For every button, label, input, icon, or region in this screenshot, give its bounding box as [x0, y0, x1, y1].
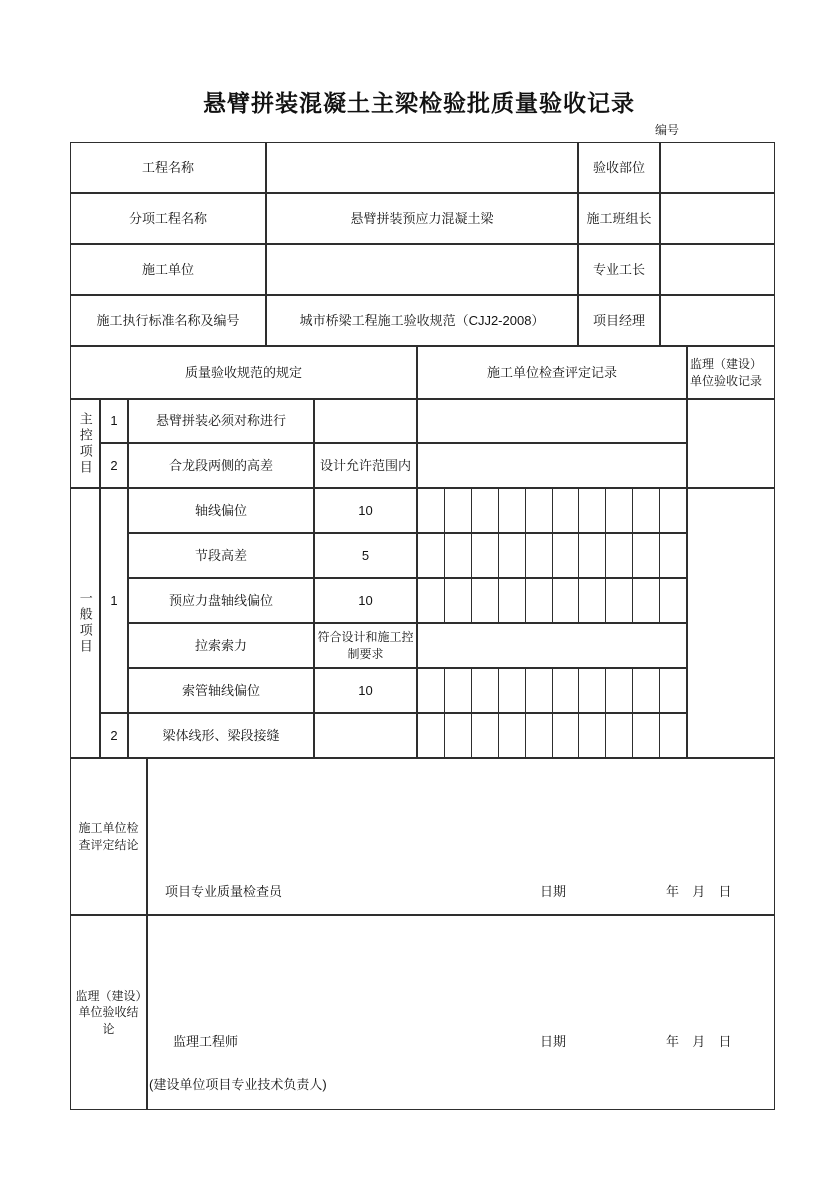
- general-item-2-check-grid: [417, 533, 687, 578]
- check-cell[interactable]: [418, 534, 444, 577]
- check-cell[interactable]: [552, 534, 579, 577]
- form-title: 悬臂拼装混凝土主梁检验批质量验收记录: [203, 90, 635, 116]
- construction-unit-field[interactable]: [266, 244, 578, 295]
- check-cell[interactable]: [525, 669, 552, 712]
- main-item-2-record-field[interactable]: [417, 443, 687, 488]
- construction-unit-label: 施工单位: [70, 244, 266, 295]
- check-cell[interactable]: [578, 579, 605, 622]
- general-item-4-standard: 符合设计和施工控制要求: [314, 623, 417, 668]
- main-item-1-standard: [314, 399, 417, 443]
- general-item-2-name: 节段高差: [128, 533, 314, 578]
- check-cell[interactable]: [498, 534, 525, 577]
- check-cell[interactable]: [632, 669, 659, 712]
- check-cell[interactable]: [605, 714, 632, 757]
- check-cell[interactable]: [418, 714, 444, 757]
- check-cell[interactable]: [632, 714, 659, 757]
- main-item-2-name: 合龙段两侧的高差: [128, 443, 314, 488]
- check-cell[interactable]: [552, 489, 579, 532]
- spec-header: 质量验收规范的规定: [70, 346, 417, 399]
- standard-name-field: 城市桥梁工程施工验收规范（CJJ2-2008）: [266, 295, 578, 346]
- sub-project-name-field[interactable]: 悬臂拼装预应力混凝土梁: [266, 193, 578, 244]
- general-item-5-check-grid: [417, 668, 687, 713]
- acceptance-part-field[interactable]: [660, 142, 775, 193]
- supervision-date-blank: 年 月 日: [666, 1034, 734, 1049]
- general-item-3-check-grid: [417, 578, 687, 623]
- check-cell[interactable]: [552, 669, 579, 712]
- supervision-signer-label: 监理工程师: [173, 1034, 239, 1049]
- foreman-field[interactable]: [660, 244, 775, 295]
- check-cell[interactable]: [444, 579, 471, 622]
- check-cell[interactable]: [525, 579, 552, 622]
- check-cell[interactable]: [659, 669, 686, 712]
- check-cell[interactable]: [498, 714, 525, 757]
- check-cell[interactable]: [632, 579, 659, 622]
- general-item-4-record-field[interactable]: [417, 623, 687, 668]
- check-cell[interactable]: [578, 489, 605, 532]
- check-cell[interactable]: [418, 669, 444, 712]
- check-cell[interactable]: [659, 534, 686, 577]
- supervision-note: (建设单位项目专业技术负责人): [149, 1077, 327, 1092]
- project-manager-label: 项目经理: [578, 295, 660, 346]
- sub-project-name-label: 分项工程名称: [70, 193, 266, 244]
- check-cell[interactable]: [552, 714, 579, 757]
- general-item-1-standard: 10: [314, 488, 417, 533]
- general-item-3-standard: 10: [314, 578, 417, 623]
- supervision-conclusion-label: 监理（建设）单位验收结论: [70, 915, 147, 1110]
- check-cell[interactable]: [578, 714, 605, 757]
- check-cell[interactable]: [578, 534, 605, 577]
- construction-signer-label: 项目专业质量检查员: [165, 884, 283, 899]
- check-cell[interactable]: [444, 489, 471, 532]
- check-cell[interactable]: [525, 714, 552, 757]
- general-section-label: 一般项目: [70, 488, 100, 758]
- supervision-record-header: 监理（建设）单位验收记录: [687, 346, 775, 399]
- check-cell[interactable]: [471, 534, 498, 577]
- general-item-3-name: 预应力盘轴线偏位: [128, 578, 314, 623]
- project-name-label: 工程名称: [70, 142, 266, 193]
- crew-leader-label: 施工班组长: [578, 193, 660, 244]
- check-cell[interactable]: [444, 669, 471, 712]
- general-item-6-name: 梁体线形、梁段接缝: [128, 713, 314, 758]
- check-cell[interactable]: [471, 714, 498, 757]
- check-record-header: 施工单位检查评定记录: [417, 346, 687, 399]
- check-cell[interactable]: [471, 579, 498, 622]
- project-manager-field[interactable]: [660, 295, 775, 346]
- check-cell[interactable]: [659, 489, 686, 532]
- foreman-label: 专业工长: [578, 244, 660, 295]
- main-item-1-name: 悬臂拼装必须对称进行: [128, 399, 314, 443]
- general-item-5-standard: 10: [314, 668, 417, 713]
- check-cell[interactable]: [605, 579, 632, 622]
- general-item-2-standard: 5: [314, 533, 417, 578]
- check-cell[interactable]: [525, 534, 552, 577]
- check-cell[interactable]: [552, 579, 579, 622]
- check-cell[interactable]: [659, 714, 686, 757]
- check-cell[interactable]: [525, 489, 552, 532]
- general-no-1: 1: [100, 488, 128, 713]
- acceptance-part-label: 验收部位: [578, 142, 660, 193]
- check-cell[interactable]: [605, 669, 632, 712]
- main-item-2-standard: 设计允许范围内: [314, 443, 417, 488]
- general-supervision-field[interactable]: [687, 488, 775, 758]
- check-cell[interactable]: [605, 534, 632, 577]
- check-cell[interactable]: [471, 669, 498, 712]
- check-cell[interactable]: [498, 489, 525, 532]
- general-item-4-name: 拉索索力: [128, 623, 314, 668]
- main-item-1-no: 1: [100, 399, 128, 443]
- general-item-6-check-grid: [417, 713, 687, 758]
- general-item-6-standard: [314, 713, 417, 758]
- check-cell[interactable]: [578, 669, 605, 712]
- supervision-date-label: 日期: [540, 1034, 567, 1049]
- check-cell[interactable]: [418, 579, 444, 622]
- general-item-5-name: 索管轴线偏位: [128, 668, 314, 713]
- check-cell[interactable]: [444, 534, 471, 577]
- check-cell[interactable]: [471, 489, 498, 532]
- check-cell[interactable]: [498, 579, 525, 622]
- construction-conclusion-label: 施工单位检查评定结论: [70, 758, 147, 915]
- check-cell[interactable]: [605, 489, 632, 532]
- main-section-label: 主控项目: [70, 399, 100, 488]
- check-cell[interactable]: [632, 534, 659, 577]
- general-no-2: 2: [100, 713, 128, 758]
- standard-name-label: 施工执行标准名称及编号: [70, 295, 266, 346]
- check-cell[interactable]: [632, 489, 659, 532]
- main-supervision-field[interactable]: [687, 399, 775, 488]
- general-item-1-check-grid: [417, 488, 687, 533]
- crew-leader-field[interactable]: [660, 193, 775, 244]
- check-cell[interactable]: [418, 489, 444, 532]
- main-item-1-record-field[interactable]: [417, 399, 687, 443]
- general-item-1-name: 轴线偏位: [128, 488, 314, 533]
- construction-date-label: 日期: [540, 884, 567, 899]
- check-cell[interactable]: [659, 579, 686, 622]
- main-item-2-no: 2: [100, 443, 128, 488]
- form-number-label: 编号: [655, 123, 680, 137]
- check-cell[interactable]: [498, 669, 525, 712]
- construction-date-blank: 年 月 日: [666, 884, 734, 899]
- check-cell[interactable]: [444, 714, 471, 757]
- project-name-field[interactable]: [266, 142, 578, 193]
